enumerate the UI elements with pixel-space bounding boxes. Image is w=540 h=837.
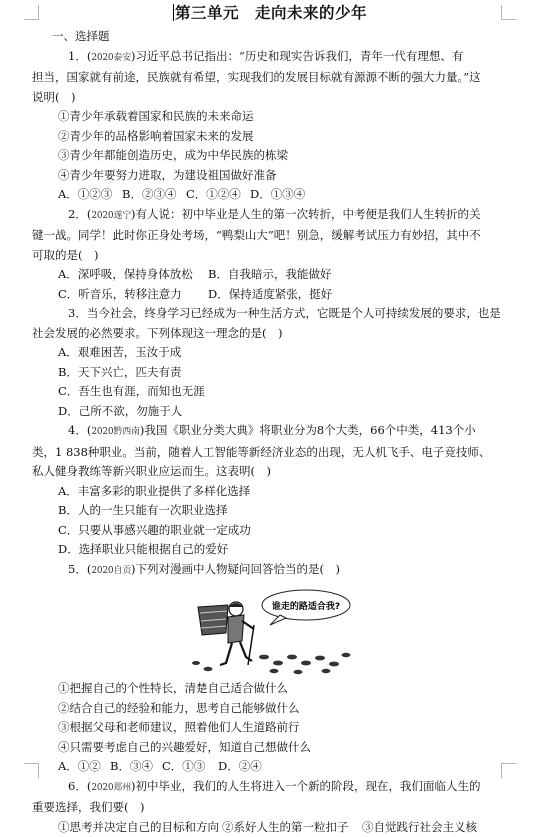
question-text: 私人健身教练等新兴职业应运而生。这表明( ): [32, 462, 494, 482]
document-title[interactable]: 第三单元 走向未来的少年: [0, 4, 540, 24]
question-1: [58, 47, 494, 205]
question-text: 重要选择，我们要( ): [32, 798, 494, 818]
statement-item: ②青少年的品格影响着国家未来的发展: [58, 127, 494, 147]
question-text: 键一战。同学！此时你正身处考场，“鸭梨山大”吧！别急，缓解考试压力有妙招，其中不: [32, 226, 494, 246]
answer-options: [58, 757, 494, 777]
option-a: A．深呼吸，保持身体放松: [58, 265, 208, 285]
option-a: A．①②: [58, 757, 110, 777]
option-b: B．自我暗示，我能做好: [208, 265, 331, 285]
question-text: 类，1 838种职业。当前，随着人工智能等新经济业态的出现，无人机飞手、电子竞技师、: [32, 443, 494, 463]
question-2: [58, 205, 494, 305]
answer-options: [58, 285, 494, 305]
option-c: C．吾生也有涯，而知也无涯: [58, 382, 494, 402]
question-6: [58, 777, 494, 837]
statement-item: ④青少年要努力进取，为建设祖国做好准备: [58, 166, 494, 186]
question-source: 2020黔西南: [91, 427, 140, 437]
section-heading: 一、选择题: [52, 27, 494, 47]
answer-options: [58, 185, 494, 205]
statement-item: ②结合自己的经验和能力，思考自己能够做什么: [58, 699, 494, 719]
page-corner-mark: [501, 763, 516, 778]
option-c: C．听音乐，转移注意力: [58, 285, 208, 305]
option-c: C．①③: [162, 757, 218, 777]
statement-item: ①青少年承载着国家和民族的未来命运: [58, 107, 494, 127]
speech-bubble-text: 谁走的路适合我?: [272, 600, 340, 612]
cartoon-illustration: [0, 581, 540, 679]
question-5: [58, 560, 494, 777]
question-text: 担当，国家就有前途，民族就有希望，实现我们的发展目标就有源源不断的强大力量。”这: [32, 68, 494, 88]
statement-item: ③根据父母和老师建议，照着他们人生道路前行: [58, 718, 494, 738]
option-a: A．艰难困苦，玉汝于成: [58, 343, 494, 363]
statement-item: ①思考并决定自己的目标和方向: [58, 818, 222, 837]
question-source: 2020遂宁: [91, 211, 131, 221]
option-a: A．①②③: [58, 185, 122, 205]
option-d: D．己所不欲，勿施于人: [58, 402, 494, 422]
option-d: D．选择职业只能根据自己的爱好: [58, 540, 494, 560]
document-body[interactable]: [58, 27, 494, 837]
text-cursor: [173, 4, 174, 21]
question-text: 5．(2020自贡)下列对漫画中人物疑问回答恰当的是( ): [58, 560, 494, 582]
question-text: 1．(2020泰安)习近平总书记指出：“历史和现实告诉我们，青年一代有理想、有: [58, 47, 494, 69]
option-b: B．人的一生只能有一次职业选择: [58, 501, 494, 521]
statement-items-row: [58, 818, 494, 837]
statement-item: ③青少年都能创造历史，成为中华民族的栋梁: [58, 146, 494, 166]
option-d: D．保持适度紧张，挺好: [208, 285, 332, 305]
question-text: 2．(2020遂宁)有人说：初中毕业是人生的第一次转折，中考便是我们人生转折的关: [58, 205, 494, 227]
question-source: 2020泰安: [91, 53, 131, 63]
answer-options: [58, 265, 494, 285]
page-corner-mark: [24, 763, 39, 778]
question-text: 3．当今社会，终身学习已经成为一种生活方式，它既是个人可持续发展的要求，也是: [58, 304, 494, 324]
question-source: 2020郑州: [91, 783, 131, 793]
option-d: D．①③④: [250, 185, 305, 205]
question-text: 4．(2020黔西南)我国《职业分类大典》将职业分为8个大类，66个中类，413个小: [58, 421, 494, 443]
statement-item: ③自觉践行社会主义核: [362, 818, 477, 837]
question-text: 社会发展的必然要求。下列体现这一理念的是( ): [32, 324, 494, 344]
option-b: B．天下兴亡，匹夫有责: [58, 363, 494, 383]
question-text: 可取的是( ): [32, 246, 494, 266]
option-b: B．②③④: [122, 185, 186, 205]
option-b: B．③④: [110, 757, 162, 777]
question-text: 6．(2020郑州)初中毕业，我们的人生将进入一个新的阶段，现在，我们面临人生的: [58, 777, 494, 799]
option-d: D．②④: [218, 757, 262, 777]
option-c: C．①②④: [186, 185, 250, 205]
walking-person-cartoon: [188, 585, 358, 677]
statement-item: ④只需要考虑自己的兴趣爱好，知道自己想做什么: [58, 738, 494, 758]
question-source: 2020自贡: [91, 566, 131, 576]
option-c: C．只要从事感兴趣的职业就一定成功: [58, 521, 494, 541]
question-text: 说明( ): [32, 88, 494, 108]
option-a: A．丰富多彩的职业提供了多样化选择: [58, 482, 494, 502]
statement-item: ①把握自己的个性特长，清楚自己适合做什么: [58, 679, 494, 699]
question-3: [58, 304, 494, 421]
question-4: [58, 421, 494, 560]
statement-item: ②系好人生的第一粒扣子: [222, 818, 362, 837]
